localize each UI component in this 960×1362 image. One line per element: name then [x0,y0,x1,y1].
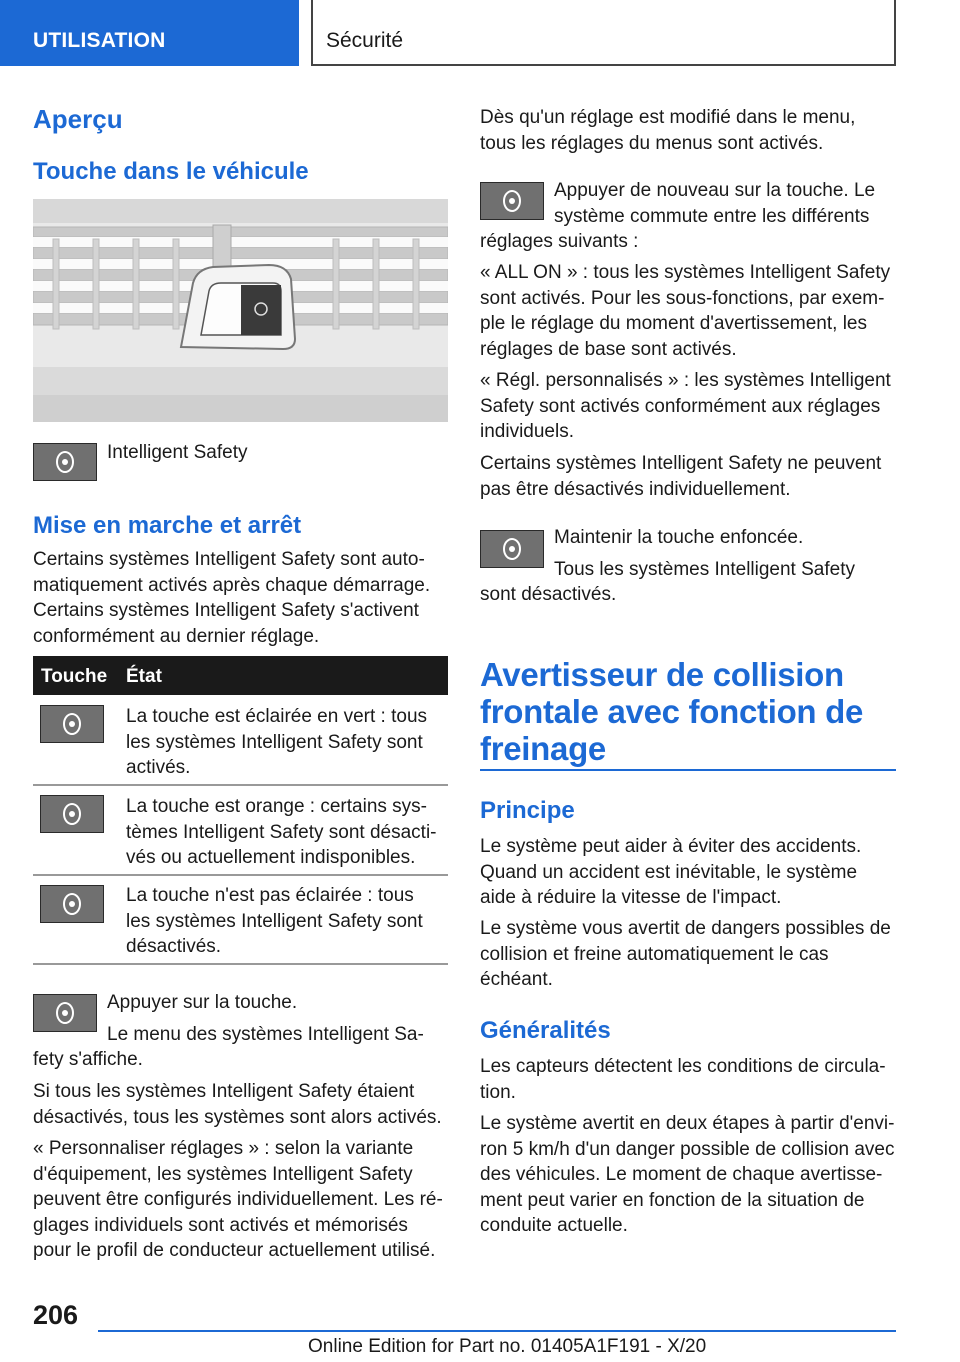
safety-icon-green [40,705,104,743]
safety-icon-orange [40,795,104,833]
heading-generalites: Généralités [480,1017,611,1044]
press-instruction: Appuyer sur la touche. [107,992,298,1013]
para-generalites-2: Le système avertit en deux étapes à partir d'envi‐ ron 5 km/h d'un danger possible de collision avec des véhicules. Le moment de chaque avertisse‐ ment peut varier en fonction de la situation de conduite actuelle. [480,1113,895,1236]
heading-underline [480,769,896,771]
vehicle-button-photo [33,199,448,422]
table-header [33,656,448,695]
row-divider [33,784,448,786]
para-personnaliser: « Personnaliser réglages » : selon la variante d'équipement, les systèmes Intelligent Safety peuvent être configurés individuellement. Les ré‐ glages individuels sont activés et mémorisés pour le profil de conducteur actuellement utilisé. [33,1138,443,1261]
chapter-label: Sécurité [326,29,404,52]
chapter-tab [311,0,896,66]
para-regl-personnalises: « Régl. personnalisés » : les systèmes Intelligent Safety sont activés conformément aux réglages individuels. [480,370,891,442]
heading-avertisseur: Avertisseur de collision frontale avec fonction de freinage [480,656,864,767]
para-principe-1: Le système peut aider à éviter des accidents. Quand un accident est inévitable, le système aide à réduire la vitesse de l'impact. [480,836,862,908]
footer-edition: Online Edition for Part no. 01405A1F191 - X/20 [308,1336,707,1357]
row-divider [33,874,448,876]
safety-icon-hold [480,530,544,568]
section-tab [0,0,299,66]
para-generalites-1: Les capteurs détectent les conditions de circula‐ tion. [480,1056,886,1103]
mise-paragraph: Certains systèmes Intelligent Safety sont auto‐ matiquement activés après chaque démarrage. Certains systèmes Intelligent Safety s'activent conformément au dernier réglage. [33,549,431,647]
subtitle-touche: Touche dans le véhicule [33,158,309,185]
intelligent-safety-icon [33,443,97,481]
safety-icon-off [40,885,104,923]
press-again-line-3: réglages suivants : [480,231,639,252]
para-all-on: « ALL ON » : tous les systèmes Intelligent Safety sont activés. Pour les sous-fonctions, par exem‐ ple le réglage du moment d'avertissement, les réglages de base sont activés. [480,262,891,360]
icon-caption: Intelligent Safety [107,442,248,463]
safety-icon-press-again [480,182,544,220]
menu-line-1: Le menu des systèmes Intelligent Sa‐ [107,1024,424,1045]
para-principe-2: Le système vous avertit de dangers possibles de collision et freine automatiquement le cas échéant. [480,918,891,990]
hold-result-1: Tous les systèmes Intelligent Safety [554,559,855,580]
menu-line-2: fety s'affiche. [33,1049,143,1070]
para-reglage-modifie: Dès qu'un réglage est modifié dans le menu, tous les réglages du menus sont activés. [480,107,856,154]
col-touche: Touche [41,666,108,687]
table-row: La touche n'est pas éclairée : tous les systèmes Intelligent Safety sont désactivés. [126,885,423,957]
hold-instruction: Maintenir la touche enfoncée. [554,527,804,548]
page-number: 206 [33,1300,79,1330]
table-row: La touche est éclairée en vert : tous les systèmes Intelligent Safety sont activés. [126,706,428,778]
row-divider [33,963,448,965]
heading-principe: Principe [480,797,575,824]
press-again-text: Appuyer de nouveau sur la touche. Le système commute entre les différents [554,180,876,227]
heading-mise-en-marche: Mise en marche et arrêt [33,512,302,539]
table-row: La touche est orange : certains sys‐ tèmes Intelligent Safety sont désacti‐ vés ou actuellement indisponibles. [126,796,437,868]
safety-icon-press [33,994,97,1032]
para-certains: Certains systèmes Intelligent Safety ne peuvent pas être désactivés individuellement. [480,453,882,500]
grille-illustration [33,199,448,422]
footer-rule [98,1330,896,1332]
hold-result-2: sont désactivés. [480,584,617,605]
section-title-apercu: Aperçu [33,104,123,134]
col-etat: État [126,666,162,687]
para-all-disabled: Si tous les systèmes Intelligent Safety étaient désactivés, tous les systèmes sont alors activés. [33,1081,442,1128]
section-label: UTILISATION [33,29,166,52]
